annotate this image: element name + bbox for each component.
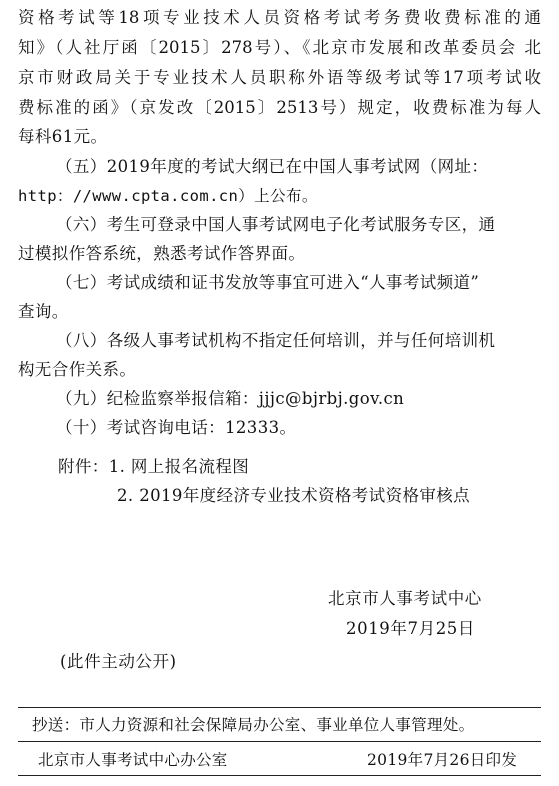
signature-date: 2019年7月25日 bbox=[346, 619, 475, 638]
issuing-office: 北京市人事考试中心办公室 bbox=[38, 751, 228, 769]
attachment-1: 附件：1. 网上报名流程图 bbox=[58, 457, 250, 476]
footer-divider-top bbox=[18, 707, 541, 708]
body-line-3: 京市财政局关于专业技术人员职称外语等级考试等17项考试收 bbox=[18, 68, 541, 87]
cc-line: 抄送：市人力资源和社会保障局办公室、事业单位人事管理处。 bbox=[32, 716, 475, 734]
item-9-line: （九）纪检监察举报信箱：jjjc@bjrbj.gov.cn bbox=[56, 389, 405, 408]
attachment-2: 2. 2019年度经济专业技术资格考试资格审核点 bbox=[117, 486, 471, 505]
body-line-2: 知》（人社厅函〔2015〕278号）、《北京市发展和改革委员会 北 bbox=[18, 38, 541, 57]
print-date: 2019年7月26日印发 bbox=[367, 751, 518, 769]
item-5-line-2: http：//www.cpta.com.cn）上公布。 bbox=[18, 187, 318, 205]
footer-divider-bottom bbox=[18, 775, 541, 776]
signature-org: 北京市人事考试中心 bbox=[328, 589, 482, 608]
item-8-line-2: 构无合作关系。 bbox=[18, 360, 137, 379]
item-6-line-1: （六）考生可登录中国人事考试网电子化考试服务专区，通 bbox=[56, 215, 496, 234]
body-line-1: 资格考试等18项专业技术人员资格考试考务费收费标准的通 bbox=[18, 8, 541, 27]
body-line-5: 每科61元。 bbox=[18, 127, 108, 146]
item-7-line-2: 查询。 bbox=[18, 302, 69, 321]
item-5-line-1: （五）2019年度的考试大纲已在中国人事考试网（网址： bbox=[56, 157, 489, 176]
item-8-line-1: （八）各级人事考试机构不指定任何培训，并与任何培训机 bbox=[56, 331, 496, 350]
item-7-line-1: （七）考试成绩和证书发放等事宜可进入“人事考试频道” bbox=[56, 273, 480, 292]
item-10-line: （十）考试咨询电话：12333。 bbox=[56, 418, 297, 437]
footer-divider-middle bbox=[18, 741, 541, 742]
item-6-line-2: 过模拟作答系统，熟悉考试作答界面。 bbox=[18, 244, 306, 263]
body-line-4: 费标准的函》（京发改〔2015〕2513号）规定，收费标准为每人 bbox=[18, 98, 541, 117]
public-note: (此件主动公开) bbox=[60, 652, 177, 671]
